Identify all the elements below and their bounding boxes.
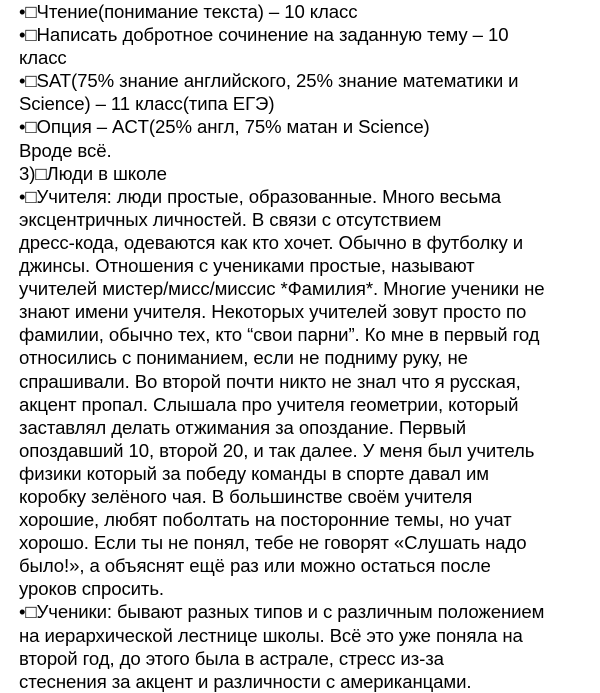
text-line: •□Учителя: люди простые, образованные. Много весьма (19, 185, 501, 207)
text-line: 3)□Люди в школе (19, 162, 167, 184)
text-line: хорошо. Если ты не понял, тебе не говорят «Слушать надо (19, 532, 527, 554)
text-line: хорошие, любят поболтать на посторонние темы, но учат (19, 509, 512, 531)
text-line: •□Опция – ACT(25% англ, 75% матан и Science) (19, 116, 430, 138)
text-line: Science) – 11 класс(типа ЕГЭ) (19, 93, 275, 115)
text-line: опоздавший 10, второй 20, и так далее. У меня был учитель (19, 439, 535, 461)
text-line: было!», а объяснят ещё раз или можно остаться после (19, 555, 491, 577)
text-line: класс (19, 47, 67, 69)
text-line: фамилии, обычно тех, кто “свои парни”. Ко мне в первый год (19, 324, 540, 346)
text-line: джинсы. Отношения с учениками простые, называют (19, 255, 475, 277)
text-line: учителей мистер/мисс/миссис *Фамилия*. Многие ученики не (19, 278, 545, 300)
text-line: второй год, до этого была в астрале, стресс из-за (19, 647, 444, 669)
text-line: Вроде всё. (19, 139, 112, 161)
text-line: акцент пропал. Слышала про учителя геометрии, который (19, 393, 519, 415)
text-line: коробку зелёного чая. В большинстве своём учителя (19, 485, 473, 507)
text-line: стеснения за акцент и различности с американцами. (19, 670, 472, 692)
text-line: на иерархической лестнице школы. Всё это уже поняла на (19, 624, 523, 646)
text-line: •□Чтение(понимание текста) – 10 класс (19, 1, 358, 22)
text-line: дресс-кода, одеваются как кто хочет. Обычно в футболку и (19, 231, 524, 253)
text-line: знают имени учителя. Некоторых учителей зовут просто по (19, 301, 527, 323)
text-line: •□SAT(75% знание английского, 25% знание математики и (19, 70, 519, 92)
text-line: физики который за победу команды в спорте давал им (19, 462, 489, 484)
text-line: эксцентричных личностей. В связи с отсутствием (19, 208, 442, 230)
text-line: относились с пониманием, если не подниму руку, не (19, 347, 468, 369)
text-line: уроков спросить. (19, 578, 164, 600)
text-line: заставлял делать отжимания за опоздание. Первый (19, 416, 467, 438)
text-line: •□Написать добротное сочинение на заданную тему – 10 (19, 24, 509, 46)
text-line: спрашивали. Во второй почти никто не знал что я русская, (19, 370, 521, 392)
text-line: •□Ученики: бывают разных типов и с различным положением (19, 601, 545, 623)
